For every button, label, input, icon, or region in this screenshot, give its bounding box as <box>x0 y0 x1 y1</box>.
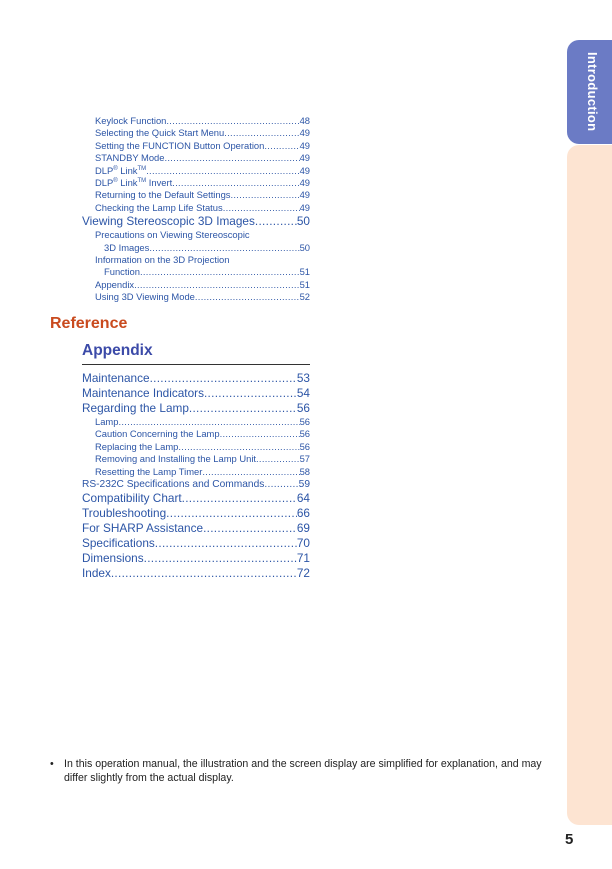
toc-item[interactable]: Using 3D Viewing Mode ..... 52 <box>82 291 310 303</box>
toc-item[interactable]: DLP® Link™ Invert ..... 49 <box>82 177 310 189</box>
toc-item[interactable]: 3D Images ..... 50 <box>82 242 310 254</box>
toc-item[interactable]: Keylock Function ..... 48 <box>82 115 310 127</box>
toc-item[interactable]: Replacing the Lamp ..... 56 <box>82 441 310 453</box>
toc-item[interactable]: Appendix ..... 51 <box>82 279 310 291</box>
toc-item[interactable]: Selecting the Quick Start Menu ..... 49 <box>82 127 310 139</box>
toc-item[interactable]: STANDBY Mode ..... 49 <box>82 152 310 164</box>
toc-section[interactable]: Maintenance ..... 53 <box>82 371 310 386</box>
toc-section[interactable]: Compatibility Chart ..... 64 <box>82 491 310 506</box>
toc-item[interactable]: Checking the Lamp Life Status ..... 49 <box>82 202 310 214</box>
appendix-heading: Appendix <box>82 342 310 365</box>
toc-section[interactable]: Troubleshooting ..... 66 <box>82 506 310 521</box>
toc-item[interactable]: Resetting the Lamp Timer ..... 58 <box>82 466 310 478</box>
page-number: 5 <box>565 831 574 848</box>
toc-top <box>82 115 310 304</box>
toc-section[interactable]: Regarding the Lamp ..... 56 <box>82 401 310 416</box>
bullet-icon: • <box>50 758 54 770</box>
toc-section[interactable]: Dimensions ..... 71 <box>82 551 310 566</box>
toc-item[interactable]: Returning to the Default Settings ..... 49 <box>82 189 310 201</box>
footnote <box>50 757 565 785</box>
toc-item[interactable]: Caution Concerning the Lamp ..... 56 <box>82 428 310 440</box>
toc-section[interactable]: Maintenance Indicators ..... 54 <box>82 386 310 401</box>
toc-item[interactable]: Setting the FUNCTION Button Operation ..... 49 <box>82 140 310 152</box>
section-tab-label: Introduction <box>585 52 600 132</box>
footnote-text: In this operation manual, the illustration and the screen display are simplified for explanation, and may differ slightly from the actual display. <box>64 758 542 784</box>
toc-item[interactable]: Function ..... 51 <box>82 266 310 278</box>
toc-section[interactable]: Viewing Stereoscopic 3D Images ..... 50 <box>82 214 310 229</box>
toc-section[interactable]: Specifications ..... 70 <box>82 536 310 551</box>
toc-appendix <box>82 371 310 581</box>
toc-item-line1[interactable]: Precautions on Viewing Stereoscopic <box>95 229 250 241</box>
toc-section[interactable]: For SHARP Assistance ..... 69 <box>82 521 310 536</box>
toc-section[interactable]: RS-232C Specifications and Commands ..... 59 <box>82 478 310 491</box>
reference-heading: Reference <box>50 315 128 332</box>
toc-section[interactable]: Index ..... 72 <box>82 566 310 581</box>
toc-item[interactable]: Removing and Installing the Lamp Unit ..... 57 <box>82 453 310 465</box>
toc-item-line1[interactable]: Information on the 3D Projection <box>95 254 230 266</box>
toc-item[interactable]: Lamp ..... 56 <box>82 416 310 428</box>
side-band <box>567 145 612 825</box>
toc-item[interactable]: DLP® Link™ ..... 49 <box>82 165 310 177</box>
